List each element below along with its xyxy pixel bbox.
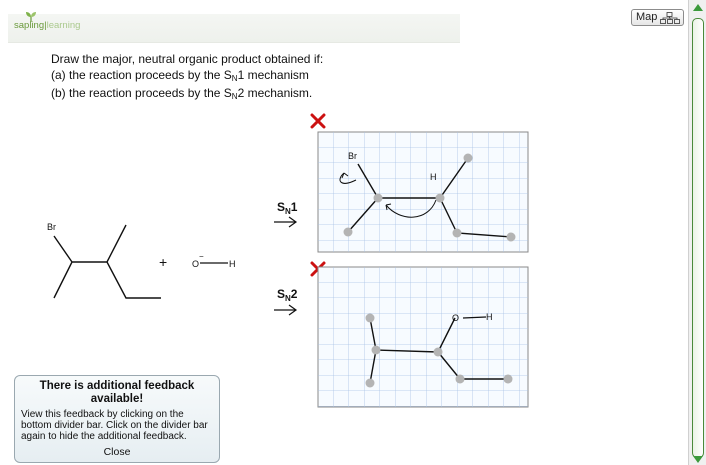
sn1-red-x-icon <box>312 115 324 127</box>
scroll-down-icon[interactable] <box>693 456 703 463</box>
sn2-label: $S_N2$ <box>277 287 298 303</box>
question-line-2: (a) the reaction proceeds by the $S_N1$ mechanism <box>51 67 309 83</box>
logo-text-learning: learning <box>46 20 81 31</box>
sn2-answer-panel[interactable] <box>318 267 528 407</box>
feedback-body: View this feedback by clicking on the bottom divider bar. Click on the divider bar again to hide the additional feedback. <box>21 409 208 442</box>
sn1-label: $S_N1$ <box>277 200 298 216</box>
sapling-learning-logo: sapling|learning <box>14 20 80 31</box>
question-line-3: (b) the reaction proceeds by the $S_N2$ mechanism. <box>51 86 313 101</box>
vertical-scrollbar[interactable] <box>688 0 706 465</box>
plus-sign: + <box>159 254 168 270</box>
feedback-title: There is additional feedback available! <box>39 380 195 405</box>
sn1-br-label: Br <box>348 151 357 161</box>
feedback-close-button[interactable]: Close <box>103 446 131 458</box>
reactant-br-label: Br <box>47 222 56 232</box>
hydroxide-charge: − <box>199 252 204 261</box>
map-button-label: Map <box>636 11 658 23</box>
sn1-h-label: H <box>430 172 437 182</box>
sn1-answer-panel[interactable] <box>318 132 528 252</box>
scrollbar-thumb[interactable] <box>692 18 704 458</box>
additional-feedback-popup <box>14 375 220 463</box>
sn1-reaction-arrow <box>274 217 296 227</box>
sn2-o-label: O <box>452 313 460 323</box>
hydroxide-h-label: H <box>229 259 236 269</box>
question-line-1: Draw the major, neutral organic product obtained if: <box>51 52 324 66</box>
sn2-reaction-arrow <box>274 305 296 315</box>
reactant-molecule <box>54 225 161 298</box>
scroll-up-icon[interactable] <box>693 4 703 11</box>
hydroxide-o-label: O <box>192 259 200 269</box>
sn2-h-label: H <box>486 312 493 322</box>
logo-text-sapling: sapling <box>14 20 45 31</box>
